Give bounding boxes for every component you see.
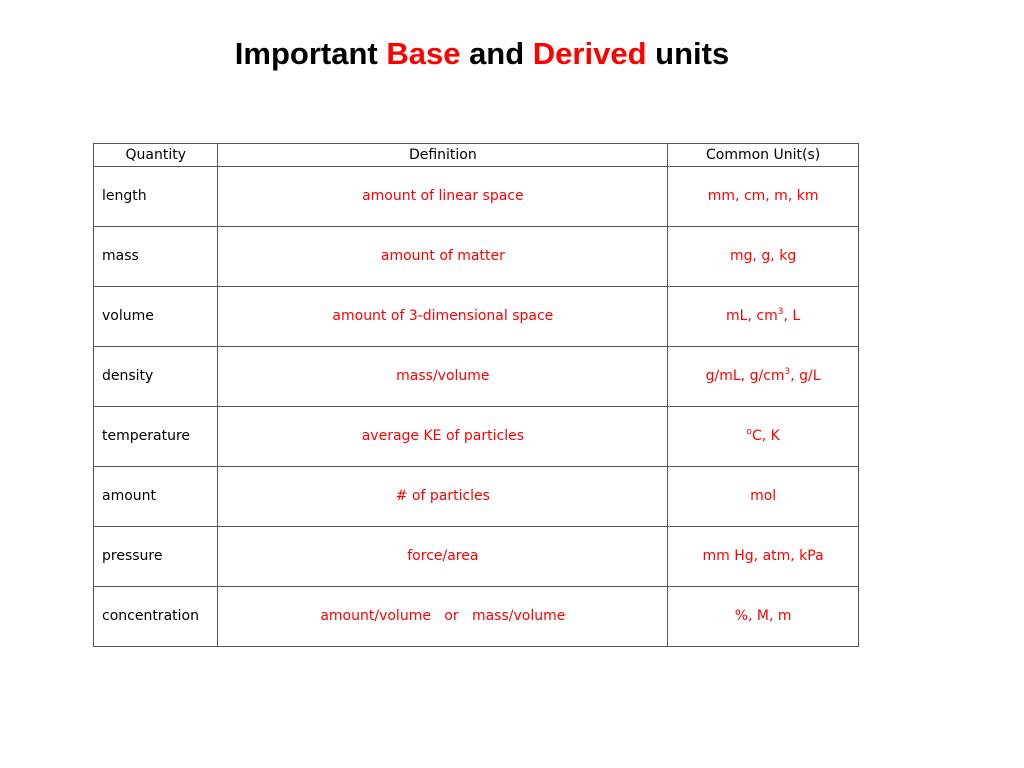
units-cell xyxy=(668,347,859,407)
title-part-3: units xyxy=(646,36,730,71)
units-text-tail: , L xyxy=(783,308,801,324)
header-quantity: Quantity xyxy=(94,144,218,167)
definition-text: mass/volume xyxy=(396,368,490,384)
quantity-cell xyxy=(94,407,218,467)
units-text: mm Hg, atm, kPa xyxy=(702,548,824,564)
table-row xyxy=(94,227,859,287)
units-cell xyxy=(668,227,859,287)
definition-text: amount/volume or mass/volume xyxy=(320,608,566,624)
quantity-cell xyxy=(94,227,218,287)
quantity-cell xyxy=(94,467,218,527)
units-text xyxy=(668,407,858,444)
degree-mark: o xyxy=(746,427,752,437)
units-table xyxy=(93,143,859,647)
units-text: mm, cm, m, km xyxy=(707,188,819,204)
table-row xyxy=(94,287,859,347)
quantity-text: volume xyxy=(102,308,154,324)
units-text xyxy=(668,287,858,324)
title-part-2: and xyxy=(460,36,533,71)
title-part-1: Important xyxy=(234,36,387,71)
definition-cell xyxy=(218,347,668,407)
quantity-text: mass xyxy=(102,248,139,264)
table-row xyxy=(94,347,859,407)
title-derived-word: Derived xyxy=(532,36,647,71)
units-text-main: mL, cm xyxy=(726,308,778,324)
definition-text: force/area xyxy=(407,548,479,564)
definition-text: # of particles xyxy=(395,488,490,504)
table-row xyxy=(94,407,859,467)
definition-text: amount of matter xyxy=(380,248,505,264)
definition-cell xyxy=(218,587,668,647)
units-text-tail: C, K xyxy=(751,428,780,444)
table-row xyxy=(94,587,859,647)
quantity-cell xyxy=(94,347,218,407)
quantity-cell xyxy=(94,167,218,227)
table-header-row xyxy=(94,144,859,167)
units-text: mg, g, kg xyxy=(730,248,797,264)
header-common-units: Common Unit(s) xyxy=(668,144,859,167)
quantity-text: concentration xyxy=(102,608,199,624)
definition-text: average KE of particles xyxy=(361,428,524,444)
superscript-cubed: 3 xyxy=(784,367,791,377)
superscript-cubed: 3 xyxy=(777,307,784,317)
definition-text: amount of linear space xyxy=(362,188,524,204)
quantity-text: length xyxy=(102,188,147,204)
units-text xyxy=(668,347,858,384)
units-cell xyxy=(668,287,859,347)
header-definition: Definition xyxy=(218,144,668,167)
units-cell xyxy=(668,167,859,227)
definition-cell xyxy=(218,527,668,587)
units-cell xyxy=(668,527,859,587)
definition-text: amount of 3-dimensional space xyxy=(332,308,554,324)
table-row xyxy=(94,467,859,527)
quantity-text: amount xyxy=(102,488,157,504)
table-row xyxy=(94,167,859,227)
definition-cell xyxy=(218,467,668,527)
quantity-cell xyxy=(94,527,218,587)
quantity-text: pressure xyxy=(102,548,163,564)
definition-cell xyxy=(218,287,668,347)
quantity-text: density xyxy=(102,368,154,384)
definition-cell xyxy=(218,407,668,467)
definition-cell xyxy=(218,227,668,287)
quantity-cell xyxy=(94,587,218,647)
units-cell xyxy=(668,407,859,467)
definition-cell xyxy=(218,167,668,227)
units-cell xyxy=(668,587,859,647)
quantity-text: temperature xyxy=(102,428,190,444)
quantity-cell xyxy=(94,287,218,347)
title-base-word: Base xyxy=(386,36,461,71)
units-text: mol xyxy=(750,488,777,504)
slide-title xyxy=(0,36,964,72)
units-text: %, M, m xyxy=(734,608,792,624)
units-cell xyxy=(668,467,859,527)
units-text-main: g/mL, g/cm xyxy=(705,368,785,384)
units-text-tail: , g/L xyxy=(790,368,821,384)
table-row xyxy=(94,527,859,587)
